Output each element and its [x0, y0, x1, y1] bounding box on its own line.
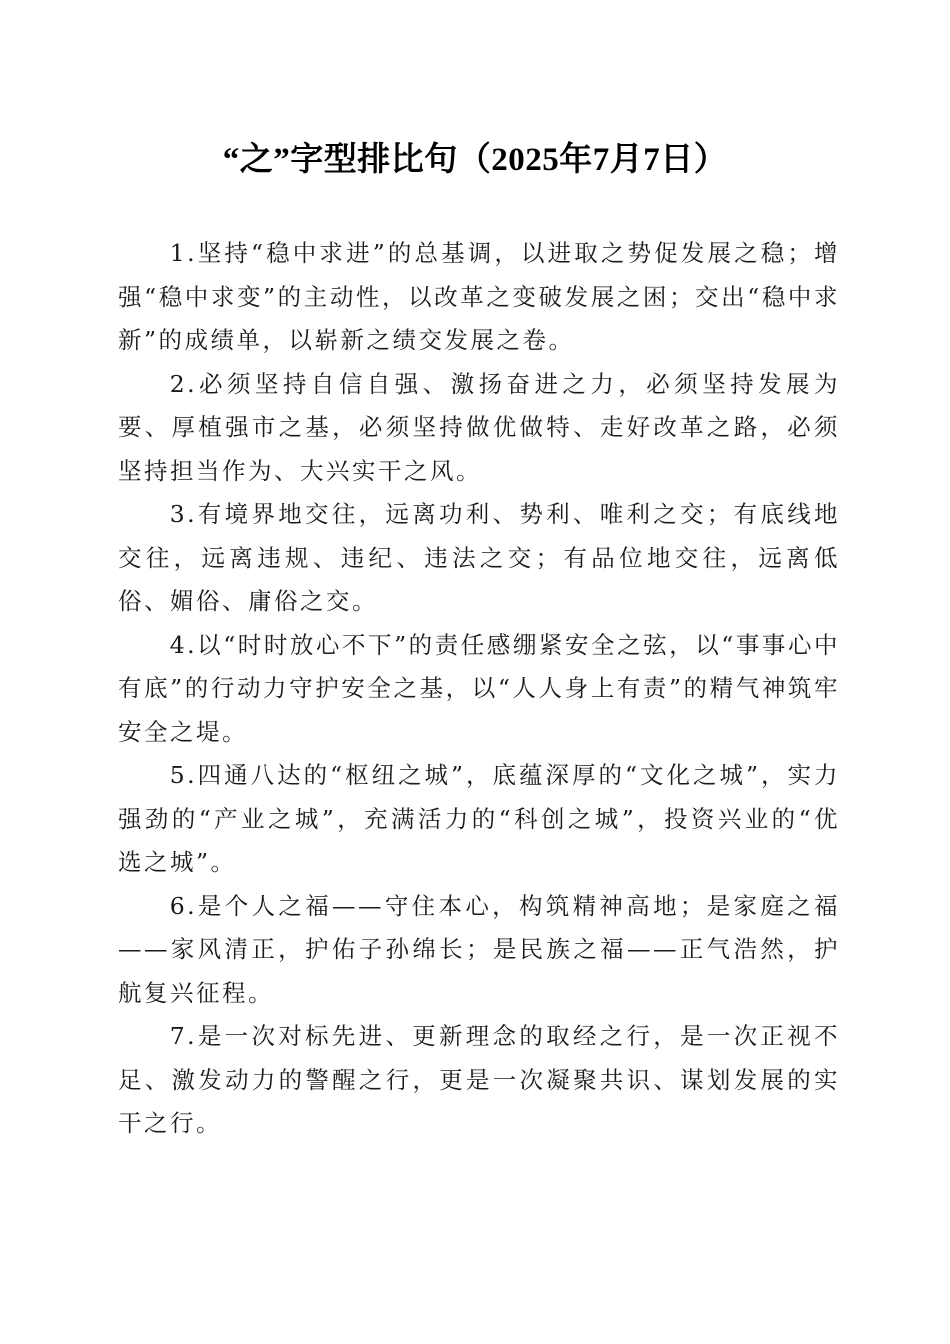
paragraph-5: 5.四通八达的“枢纽之城”，底蕴深厚的“文化之城”，实力强劲的“产业之城”，充满活力的“科创之城”，投资兴业的“优选之城”。 — [118, 761, 840, 876]
paragraph-6: 6.是个人之福——守住本心，构筑精神高地；是家庭之福——家风清正，护佑子孙绵长；是民族之福——正气浩然，护航复兴征程。 — [118, 891, 840, 1007]
paragraph-3: 3.有境界地交往，远离功利、势利、唯利之交；有底线地交往，远离违规、违纪、违法之交；有品位地交往，远离低俗、媚俗、庸俗之交。 — [118, 500, 840, 615]
document-title: “之”字型排比句（2025年7月7日） — [222, 142, 728, 178]
paragraph-2: 2.必须坚持自信自强、激扬奋进之力，必须坚持发展为要、厚植强市之基，必须坚持做优做特、走好改革之路，必须坚持担当作为、大兴实干之风。 — [118, 369, 840, 485]
paragraph-4: 4.以“时时放心不下”的责任感绷紧安全之弦，以“事事心中有底”的行动力守护安全之基，以“人人身上有责”的精气神筑牢安全之堤。 — [118, 630, 840, 746]
paragraph-7: 7.是一次对标先进、更新理念的取经之行，是一次正视不足、激发动力的警醒之行，更是一次凝聚共识、谋划发展的实干之行。 — [118, 1022, 840, 1137]
paragraph-1: 1.坚持“稳中求进”的总基调，以进取之势促发展之稳；增强“稳中求变”的主动性，以改革之变破发展之困；交出“稳中求新”的成绩单，以崭新之绩交发展之卷。 — [118, 239, 840, 354]
document-body — [118, 232, 840, 1146]
